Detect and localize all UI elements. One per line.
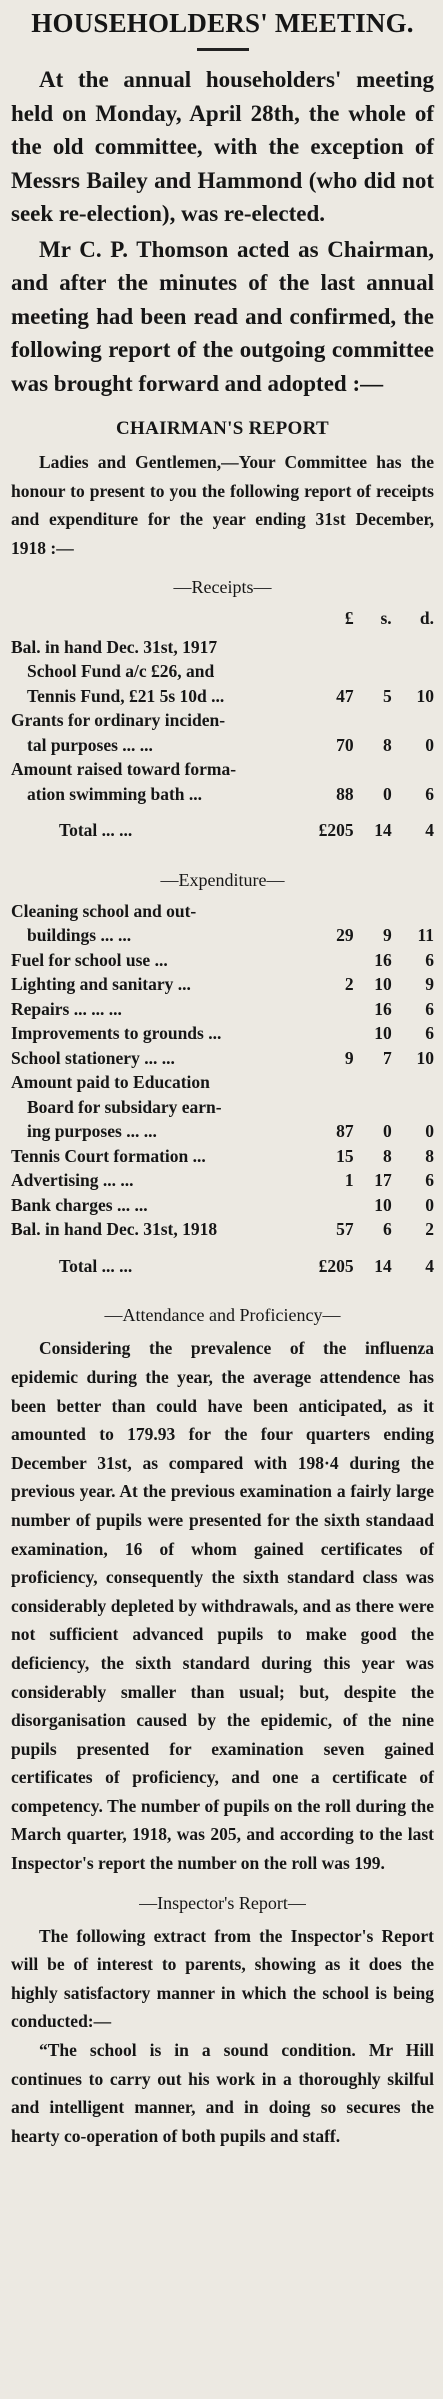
row-description: Bal. in hand Dec. 31st, 1918 — [11, 1219, 218, 1240]
intro-paragraph: At the annual householders' meeting held on Monday, April 28th, the whole of the old committee, with the exception of Messrs Bailey and Hammond (who did not seek re-election), was re-elected. — [11, 67, 434, 226]
account-row — [11, 1119, 434, 1144]
account-row — [11, 1168, 434, 1193]
row-description: Improvements to grounds ... — [11, 1023, 222, 1044]
row-pounds — [303, 1021, 354, 1046]
column-pence: d. — [419, 608, 434, 629]
row-shillings — [354, 659, 392, 684]
row-description: School stationery ... ... — [11, 1047, 175, 1068]
row-pence: 2 — [425, 1219, 434, 1240]
row-pence: 6 — [425, 998, 434, 1019]
inspector-block — [11, 1922, 434, 2151]
account-row — [11, 1193, 434, 1218]
inspector-text: The following extract from the Inspector's Report will be of interest to parents, showing as it does the highly satisfactory manner in which the school is being conducted:— — [11, 1925, 434, 2032]
row-shillings — [354, 899, 392, 924]
row-pounds: 2 — [344, 974, 354, 995]
row-pounds: 9 — [344, 1047, 354, 1068]
row-pence — [392, 659, 434, 684]
intro-paragraph: Mr C. P. Thomson acted as Chairman, and after the minutes of the last annual meeting had been read and confirmed, the following report of the outgoing committee was brought forward and adopted :— — [11, 236, 434, 396]
total-pence: 4 — [425, 1255, 434, 1276]
row-shillings: 9 — [382, 925, 392, 946]
account-row — [11, 708, 434, 733]
row-pounds — [303, 1193, 354, 1218]
row-description: Board for subsidary earn- — [27, 1096, 222, 1117]
row-pence: 6 — [425, 1023, 434, 1044]
row-pence: 10 — [416, 1047, 434, 1068]
account-row — [11, 782, 434, 807]
account-row — [11, 1046, 434, 1071]
receipts-heading: —Receipts— — [173, 577, 272, 598]
report-intro-block — [11, 448, 434, 562]
row-pence: 0 — [425, 1194, 434, 1215]
attendance-text: Considering the prevalence of the influenza epidemic during the year, the average attendence has been better than could have been anticipated, as it amounted to 179.93 for the four quarters ending December 31st, as compared with 198·4 during the previous year. At the previous examination a fairly large number of pupils were presented for the sixth standaad examination, 16 of whom gained certificates of proficiency, consequently the sixth standard class was considerably depleted by withdrawals, and as there were not sufficient advanced pupils to make good the deficiency, the sixth standard during this year was considerably smaller than usual; but, despite the disorganisation caused by the epidemic, of the nine pupils presented for examination seven gained certificates of proficiency, and one a certificate of competency. The number of pupils on the roll during the March quarter, 1918, was 205, and according to the last Inspector's report the number on the roll was 199. — [11, 1338, 434, 1874]
row-shillings: 8 — [382, 734, 392, 755]
row-shillings: 0 — [382, 783, 392, 804]
headline: HOUSEHOLDERS' MEETING. — [31, 8, 414, 38]
column-shillings: s. — [380, 608, 392, 629]
row-shillings: 6 — [382, 1219, 392, 1240]
row-pounds: 15 — [336, 1145, 354, 1166]
row-pounds: 88 — [336, 783, 354, 804]
account-row — [11, 899, 434, 924]
row-pence: 8 — [425, 1145, 434, 1166]
row-pence: 0 — [425, 1121, 434, 1142]
row-description: Lighting and sanitary ... — [11, 974, 191, 995]
row-pounds — [303, 659, 354, 684]
total-shillings: 14 — [374, 820, 392, 841]
column-pounds: £ — [344, 608, 354, 629]
row-pounds: 57 — [336, 1219, 354, 1240]
expenditure-total-row — [11, 1242, 434, 1291]
row-pounds — [303, 997, 354, 1022]
inspector-quote: “The school is in a sound condition. Mr Hill continues to carry out his work in a thoroughly skilful and intelligent manner, and in doing so secures the hearty co-operation of both pupils and staff. — [11, 2040, 434, 2146]
row-description: Cleaning school and out- — [11, 900, 197, 921]
account-row — [11, 684, 434, 709]
account-row — [11, 972, 434, 997]
receipts-column-headers — [11, 606, 434, 635]
account-row — [11, 659, 434, 684]
row-shillings — [354, 1095, 392, 1120]
total-pounds: £205 — [318, 820, 354, 841]
headline-rule — [197, 48, 249, 51]
row-shillings: 7 — [382, 1047, 392, 1068]
account-row — [11, 923, 434, 948]
row-shillings: 0 — [382, 1121, 392, 1142]
report-title: CHAIRMAN'S REPORT — [116, 418, 329, 439]
row-pounds: 47 — [336, 685, 354, 706]
receipts-table — [11, 606, 434, 855]
row-shillings — [354, 757, 392, 782]
report-intro: Ladies and Gentlemen,—Your Committee has the honour to present to you the following report of receipts and expenditure for the year ending 31st December, 1918 :— — [11, 452, 434, 558]
row-shillings: 16 — [374, 949, 392, 970]
account-row — [11, 997, 434, 1022]
row-shillings: 10 — [374, 1194, 392, 1215]
row-shillings: 10 — [374, 974, 392, 995]
row-shillings: 10 — [374, 1023, 392, 1044]
total-pence: 4 — [425, 820, 434, 841]
row-pence: 6 — [425, 949, 434, 970]
intro — [11, 63, 434, 400]
row-description: Amount raised toward forma- — [11, 759, 237, 780]
row-pounds: 29 — [336, 925, 354, 946]
row-pence: 6 — [425, 783, 434, 804]
row-description: Grants for ordinary inciden- — [11, 710, 226, 731]
attendance-heading: —Attendance and Proficiency— — [104, 1305, 341, 1326]
row-pence — [392, 635, 434, 660]
row-pounds — [303, 899, 354, 924]
account-row — [11, 1217, 434, 1242]
account-row — [11, 1021, 434, 1046]
attendance-block — [11, 1334, 434, 1877]
row-shillings — [354, 1070, 392, 1095]
account-row — [11, 1070, 434, 1095]
total-label: Total ... ... — [59, 1255, 133, 1276]
row-shillings — [354, 635, 392, 660]
row-description: tal purposes ... ... — [27, 734, 153, 755]
account-row — [11, 1144, 434, 1169]
row-shillings: 17 — [374, 1170, 392, 1191]
row-pounds: 87 — [336, 1121, 354, 1142]
row-pence: 6 — [425, 1170, 434, 1191]
row-pence — [392, 1095, 434, 1120]
row-pounds — [303, 1070, 354, 1095]
inspector-heading: —Inspector's Report— — [139, 1892, 306, 1913]
total-shillings: 14 — [374, 1255, 392, 1276]
expenditure-table — [11, 899, 434, 1291]
row-description: Tennis Court formation ... — [11, 1145, 206, 1166]
row-pounds — [303, 757, 354, 782]
row-description: ation swimming bath ... — [27, 783, 203, 804]
account-row — [11, 757, 434, 782]
row-description: Advertising ... ... — [11, 1170, 134, 1191]
row-pounds — [303, 948, 354, 973]
total-label: Total ... ... — [59, 820, 133, 841]
row-pence: 9 — [425, 974, 434, 995]
account-row — [11, 733, 434, 758]
row-description: Amount paid to Education — [11, 1072, 210, 1093]
row-pounds — [303, 635, 354, 660]
row-pence: 10 — [416, 685, 434, 706]
row-pence: 11 — [417, 925, 434, 946]
row-shillings — [354, 708, 392, 733]
account-row — [11, 948, 434, 973]
row-pence — [392, 899, 434, 924]
account-row — [11, 1095, 434, 1120]
row-description: School Fund a/c £26, and — [27, 661, 215, 682]
account-row — [11, 635, 434, 660]
row-description: Bal. in hand Dec. 31st, 1917 — [11, 636, 218, 657]
row-shillings: 8 — [382, 1145, 392, 1166]
total-pounds: £205 — [318, 1255, 354, 1276]
row-pounds: 1 — [344, 1170, 354, 1191]
expenditure-heading: —Expenditure— — [160, 869, 285, 890]
row-description: Bank charges ... ... — [11, 1194, 148, 1215]
row-description: Fuel for school use ... — [11, 949, 168, 970]
row-pounds — [303, 708, 354, 733]
row-description: Tennis Fund, £21 5s 10d ... — [27, 685, 225, 706]
row-pence — [392, 757, 434, 782]
row-pence — [392, 708, 434, 733]
row-pence: 0 — [425, 734, 434, 755]
row-pounds — [303, 1095, 354, 1120]
receipts-total-row — [11, 806, 434, 855]
row-pence — [392, 1070, 434, 1095]
row-description: Repairs ... ... ... — [11, 998, 122, 1019]
row-shillings: 16 — [374, 998, 392, 1019]
row-pounds: 70 — [336, 734, 354, 755]
row-description: buildings ... ... — [27, 925, 132, 946]
row-shillings: 5 — [382, 685, 392, 706]
row-description: ing purposes ... ... — [27, 1121, 157, 1142]
